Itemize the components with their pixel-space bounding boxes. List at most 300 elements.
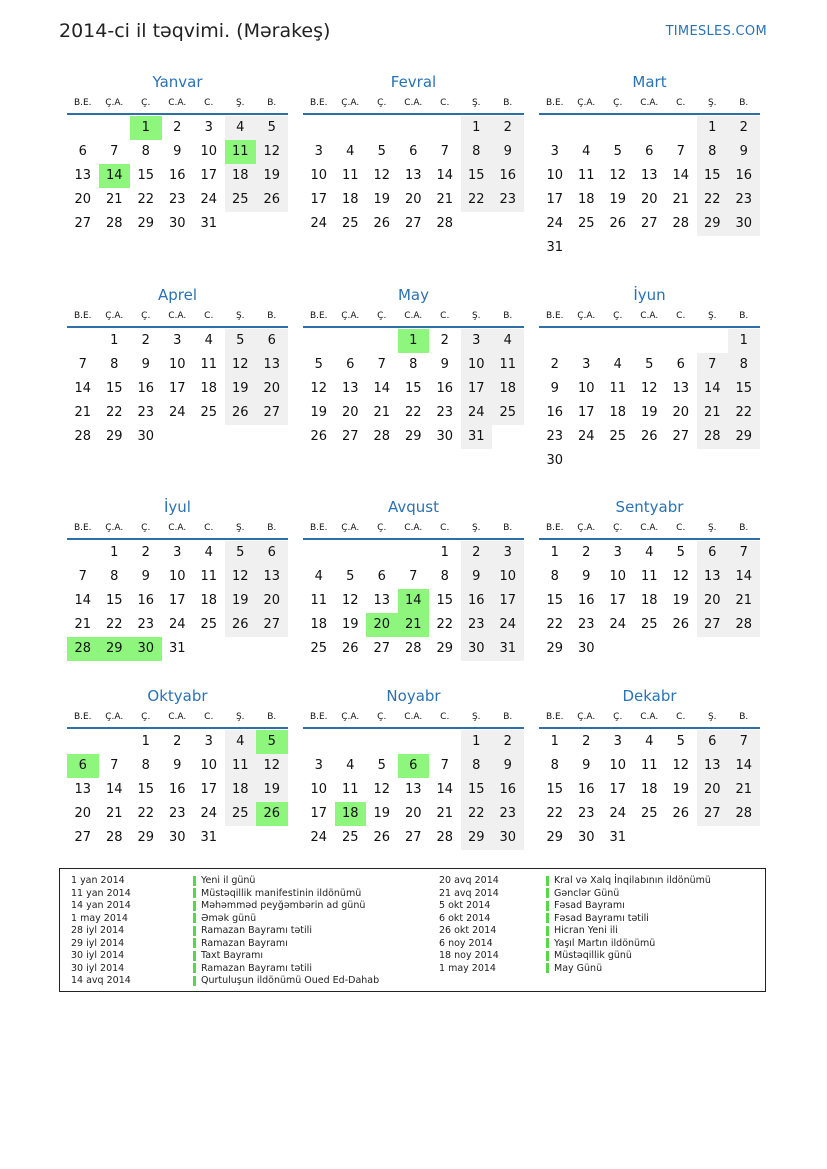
- day-cell: 17: [168, 593, 186, 608]
- legend-row: [71, 925, 379, 938]
- day-cell: 17: [461, 377, 493, 401]
- day-cell: 20: [74, 192, 92, 207]
- day-cell: 27: [74, 830, 92, 845]
- day-cell: 21: [373, 405, 391, 420]
- day-cell: 17: [168, 381, 186, 396]
- day-cell: 20: [404, 192, 422, 207]
- day-cell: 15: [137, 168, 155, 183]
- day-cell: 27: [341, 429, 359, 444]
- day-cell: 5: [645, 357, 654, 372]
- day-cell: 16: [728, 164, 760, 188]
- weekday-label: Ş.: [471, 712, 481, 722]
- day-cell: 21: [74, 405, 92, 420]
- day-cell: 20: [697, 778, 729, 802]
- day-cell: 1: [461, 730, 493, 754]
- day-cell: 22: [461, 188, 493, 212]
- day-cell: 10: [577, 381, 595, 396]
- day-cell: 8: [110, 569, 119, 584]
- day-cell: 10: [461, 353, 493, 377]
- day-cell: 13: [404, 168, 422, 183]
- day-cell: 13: [341, 381, 359, 396]
- day-cell: 28: [728, 613, 760, 637]
- day-cell: 12: [341, 593, 359, 608]
- page-title: 2014-ci il təqvimi. (Mərakeş): [59, 20, 331, 42]
- holiday-day-cell: 5: [256, 730, 288, 754]
- weekday-label: C.A.: [640, 98, 659, 108]
- day-cell: 25: [577, 216, 595, 231]
- day-cell: 18: [640, 782, 658, 797]
- weekday-label: C.: [204, 523, 214, 533]
- day-cell: 25: [640, 617, 658, 632]
- day-cell: 18: [200, 381, 218, 396]
- holiday-marker-icon: [546, 926, 549, 936]
- weekday-label: Ş.: [707, 98, 717, 108]
- weekday-label: Ç.A.: [105, 98, 124, 108]
- weekday-label: C.: [676, 523, 686, 533]
- day-grid: [303, 541, 524, 661]
- weekday-label: C.: [204, 712, 214, 722]
- day-cell: 27: [697, 613, 729, 637]
- holiday-marker-icon: [546, 951, 549, 961]
- day-cell: 1: [550, 734, 559, 749]
- day-cell: 13: [697, 754, 729, 778]
- weekday-label: B.E.: [545, 98, 564, 108]
- day-cell: 2: [492, 116, 524, 140]
- day-cell: 12: [609, 168, 627, 183]
- weekday-header: [539, 707, 760, 729]
- day-cell: 3: [173, 545, 182, 560]
- day-cell: 5: [225, 329, 257, 353]
- month-5: [303, 285, 524, 449]
- weekday-label: C.: [676, 712, 686, 722]
- day-cell: 18: [341, 192, 359, 207]
- day-cell: 26: [225, 613, 257, 637]
- empty-cell: [366, 116, 398, 140]
- weekday-label: B.: [267, 712, 277, 722]
- day-cell: 22: [728, 401, 760, 425]
- day-cell: 4: [225, 116, 257, 140]
- day-cell: 3: [550, 144, 559, 159]
- day-cell: 7: [676, 144, 685, 159]
- day-cell: 29: [105, 429, 123, 444]
- brand-logo[interactable]: TIMESLES.COM: [665, 24, 767, 39]
- holiday-day-cell: 11: [225, 140, 257, 164]
- day-cell: 17: [200, 168, 218, 183]
- day-cell: 29: [436, 641, 454, 656]
- month-12: [539, 686, 760, 850]
- month-name: İyun: [633, 286, 666, 304]
- day-cell: 29: [546, 830, 564, 845]
- day-cell: 10: [200, 758, 218, 773]
- weekday-label: Ç.A.: [577, 712, 596, 722]
- day-cell: 21: [105, 192, 123, 207]
- weekday-label: Ç.: [377, 98, 387, 108]
- day-cell: 16: [137, 381, 155, 396]
- legend-holiday-name: Yeni il günü: [201, 875, 256, 886]
- day-cell: 8: [461, 754, 493, 778]
- empty-cell: [429, 116, 461, 140]
- day-cell: 22: [546, 617, 564, 632]
- empty-cell: [335, 116, 367, 140]
- day-cell: 23: [436, 405, 454, 420]
- day-cell: 1: [110, 545, 119, 560]
- day-cell: 30: [168, 216, 186, 231]
- legend-holiday-name: Taxt Bayramı: [201, 950, 264, 961]
- day-cell: 31: [492, 637, 524, 661]
- day-cell: 6: [346, 357, 355, 372]
- day-cell: 11: [341, 782, 359, 797]
- day-grid: [303, 730, 524, 850]
- day-cell: 4: [645, 545, 654, 560]
- day-cell: 19: [256, 778, 288, 802]
- weekday-label: Ç.: [613, 311, 623, 321]
- weekday-header: [539, 306, 760, 328]
- day-cell: 3: [461, 329, 493, 353]
- day-cell: 9: [173, 758, 182, 773]
- day-cell: 5: [613, 144, 622, 159]
- weekday-label: C.: [440, 523, 450, 533]
- day-cell: 20: [74, 806, 92, 821]
- day-cell: 17: [492, 589, 524, 613]
- weekday-label: C.: [204, 98, 214, 108]
- day-cell: 12: [373, 782, 391, 797]
- day-cell: 13: [373, 593, 391, 608]
- day-cell: 29: [461, 826, 493, 850]
- legend-holiday-name: Əmək günü: [201, 912, 257, 924]
- day-cell: 1: [141, 734, 150, 749]
- day-cell: 13: [672, 381, 690, 396]
- day-cell: 24: [492, 613, 524, 637]
- day-cell: 9: [461, 565, 493, 589]
- month-name: Avqust: [388, 498, 439, 516]
- day-cell: 15: [137, 782, 155, 797]
- weekday-label: B.: [267, 523, 277, 533]
- day-cell: 6: [697, 541, 729, 565]
- day-cell: 30: [492, 826, 524, 850]
- day-cell: 1: [697, 116, 729, 140]
- day-cell: 3: [613, 734, 622, 749]
- legend-row: [71, 900, 379, 913]
- day-cell: 24: [168, 617, 186, 632]
- day-cell: 8: [461, 140, 493, 164]
- legend-column-right: [439, 875, 711, 975]
- weekday-label: B.E.: [545, 311, 564, 321]
- day-cell: 23: [728, 188, 760, 212]
- month-name: Dekabr: [622, 687, 677, 705]
- day-cell: 2: [582, 734, 591, 749]
- day-cell: 2: [728, 116, 760, 140]
- day-cell: 21: [697, 401, 729, 425]
- day-cell: 15: [697, 164, 729, 188]
- weekday-label: C.A.: [168, 98, 187, 108]
- day-cell: 11: [200, 357, 218, 372]
- day-cell: 10: [168, 569, 186, 584]
- day-cell: 1: [110, 333, 119, 348]
- legend-row: [71, 963, 379, 976]
- weekday-label: B.: [739, 523, 749, 533]
- day-cell: 11: [200, 569, 218, 584]
- holiday-day-cell: 30: [130, 637, 162, 661]
- day-cell: 9: [173, 144, 182, 159]
- day-cell: 4: [204, 545, 213, 560]
- month-name: Fevral: [390, 73, 437, 91]
- day-cell: 1: [440, 545, 449, 560]
- legend-date: 30 iyl 2014: [71, 962, 125, 974]
- month-6: [539, 285, 760, 473]
- weekday-label: B.: [503, 523, 513, 533]
- day-cell: 7: [78, 357, 87, 372]
- day-cell: 15: [404, 381, 422, 396]
- day-cell: 29: [697, 212, 729, 236]
- holiday-marker-icon: [193, 926, 196, 936]
- day-cell: 28: [373, 429, 391, 444]
- month-9: [539, 497, 760, 661]
- day-cell: 29: [137, 830, 155, 845]
- weekday-label: Ç.A.: [577, 311, 596, 321]
- day-cell: 9: [440, 357, 449, 372]
- day-cell: 26: [672, 806, 690, 821]
- day-cell: 4: [314, 569, 323, 584]
- weekday-label: Ş.: [707, 311, 717, 321]
- day-cell: 6: [78, 144, 87, 159]
- day-cell: 25: [640, 806, 658, 821]
- day-cell: 8: [409, 357, 418, 372]
- day-cell: 15: [728, 377, 760, 401]
- weekday-label: C.: [676, 311, 686, 321]
- holiday-day-cell: 14: [398, 589, 430, 613]
- day-cell: 6: [256, 541, 288, 565]
- day-cell: 20: [697, 589, 729, 613]
- day-cell: 23: [168, 192, 186, 207]
- day-cell: 28: [74, 429, 92, 444]
- day-cell: 6: [256, 329, 288, 353]
- day-cell: 15: [461, 778, 493, 802]
- legend-row: [71, 875, 379, 888]
- empty-cell: [398, 541, 430, 565]
- holiday-legend: [59, 868, 766, 992]
- legend-holiday-name: Kral və Xalq İnqilabının ildönümü: [554, 875, 711, 886]
- legend-date: 6 noy 2014: [439, 937, 493, 949]
- weekday-label: B.: [267, 311, 277, 321]
- weekday-label: Ç.: [141, 523, 151, 533]
- month-4: [67, 285, 288, 449]
- day-cell: 31: [609, 830, 627, 845]
- day-cell: 13: [256, 353, 288, 377]
- weekday-label: Ç.A.: [577, 523, 596, 533]
- day-cell: 26: [341, 641, 359, 656]
- day-cell: 31: [546, 240, 564, 255]
- day-cell: 21: [672, 192, 690, 207]
- month-11: [303, 686, 524, 850]
- day-cell: 15: [105, 593, 123, 608]
- holiday-marker-icon: [546, 913, 549, 923]
- weekday-label: Ç.A.: [105, 523, 124, 533]
- day-cell: 8: [697, 140, 729, 164]
- weekday-label: Ç.A.: [341, 98, 360, 108]
- day-cell: 13: [404, 782, 422, 797]
- day-cell: 11: [492, 353, 524, 377]
- holiday-day-cell: 6: [398, 754, 430, 778]
- weekday-label: B.: [503, 712, 513, 722]
- day-cell: 7: [409, 569, 418, 584]
- day-cell: 3: [492, 541, 524, 565]
- day-cell: 12: [256, 754, 288, 778]
- legend-row: [71, 888, 379, 901]
- day-cell: 19: [341, 617, 359, 632]
- day-cell: 4: [582, 144, 591, 159]
- day-grid: [539, 116, 760, 260]
- day-cell: 13: [74, 782, 92, 797]
- day-cell: 18: [225, 164, 257, 188]
- day-cell: 24: [577, 429, 595, 444]
- day-cell: 9: [728, 140, 760, 164]
- day-cell: 6: [697, 730, 729, 754]
- day-grid: [539, 730, 760, 850]
- day-cell: 16: [436, 381, 454, 396]
- day-cell: 17: [577, 405, 595, 420]
- day-cell: 29: [137, 216, 155, 231]
- day-cell: 8: [550, 758, 559, 773]
- month-name: Oktyabr: [147, 687, 208, 705]
- day-cell: 10: [546, 168, 564, 183]
- day-cell: 25: [310, 641, 328, 656]
- day-cell: 12: [225, 565, 257, 589]
- day-cell: 3: [314, 758, 323, 773]
- legend-date: 21 avq 2014: [439, 887, 499, 899]
- day-cell: 23: [492, 802, 524, 826]
- day-cell: 6: [409, 144, 418, 159]
- day-cell: 14: [436, 168, 454, 183]
- weekday-label: Ç.: [141, 98, 151, 108]
- day-cell: 20: [256, 589, 288, 613]
- weekday-label: C.A.: [404, 98, 423, 108]
- empty-cell: [67, 730, 99, 754]
- weekday-label: C.: [204, 311, 214, 321]
- empty-cell: [335, 730, 367, 754]
- legend-holiday-name: Müstəqillik günü: [554, 950, 632, 961]
- weekday-header: [303, 518, 524, 540]
- day-cell: 11: [609, 381, 627, 396]
- holiday-marker-icon: [193, 951, 196, 961]
- weekday-label: C.: [440, 311, 450, 321]
- day-cell: 25: [225, 802, 257, 826]
- weekday-label: B.E.: [73, 523, 92, 533]
- day-cell: 30: [546, 453, 564, 468]
- day-cell: 13: [697, 565, 729, 589]
- day-cell: 20: [672, 405, 690, 420]
- weekday-label: Ç.: [141, 311, 151, 321]
- day-cell: 28: [436, 830, 454, 845]
- legend-date: 14 avq 2014: [71, 975, 131, 986]
- day-cell: 16: [137, 593, 155, 608]
- day-cell: 25: [609, 429, 627, 444]
- day-cell: 14: [105, 782, 123, 797]
- day-cell: 5: [377, 144, 386, 159]
- day-cell: 27: [697, 802, 729, 826]
- day-cell: 27: [404, 830, 422, 845]
- day-cell: 21: [105, 806, 123, 821]
- day-cell: 30: [577, 830, 595, 845]
- day-cell: 26: [672, 617, 690, 632]
- day-cell: 9: [141, 357, 150, 372]
- holiday-day-cell: 1: [398, 329, 430, 353]
- weekday-header: [67, 306, 288, 328]
- day-cell: 30: [137, 429, 155, 444]
- day-grid: [67, 541, 288, 661]
- day-cell: 25: [341, 216, 359, 231]
- weekday-header: [539, 518, 760, 540]
- day-cell: 9: [582, 758, 591, 773]
- day-cell: 20: [341, 405, 359, 420]
- day-grid: [67, 116, 288, 236]
- day-cell: 12: [256, 140, 288, 164]
- day-cell: 31: [200, 216, 218, 231]
- weekday-label: Ç.A.: [577, 98, 596, 108]
- day-cell: 1: [550, 545, 559, 560]
- empty-cell: [665, 116, 697, 140]
- legend-date: 6 okt 2014: [439, 912, 491, 924]
- legend-date: 28 iyl 2014: [71, 925, 125, 936]
- legend-row: [71, 913, 379, 926]
- day-cell: 19: [640, 405, 658, 420]
- day-cell: 16: [577, 782, 595, 797]
- day-cell: 8: [440, 569, 449, 584]
- day-cell: 25: [200, 405, 218, 420]
- day-cell: 24: [310, 216, 328, 231]
- day-cell: 12: [672, 758, 690, 773]
- day-cell: 26: [225, 401, 257, 425]
- empty-cell: [429, 730, 461, 754]
- month-name: İyul: [164, 498, 191, 516]
- day-cell: 22: [436, 617, 454, 632]
- day-cell: 7: [440, 758, 449, 773]
- day-cell: 27: [256, 613, 288, 637]
- weekday-header: [303, 93, 524, 115]
- day-cell: 17: [609, 593, 627, 608]
- holiday-marker-icon: [193, 913, 196, 923]
- legend-date: 11 yan 2014: [71, 887, 131, 899]
- day-cell: 11: [341, 168, 359, 183]
- day-cell: 30: [168, 830, 186, 845]
- day-cell: 21: [728, 589, 760, 613]
- holiday-marker-icon: [193, 963, 196, 973]
- weekday-label: C.A.: [640, 523, 659, 533]
- weekday-label: B.E.: [309, 712, 328, 722]
- legend-date: 26 okt 2014: [439, 925, 497, 936]
- day-cell: 22: [137, 806, 155, 821]
- day-cell: 3: [173, 333, 182, 348]
- empty-cell: [398, 730, 430, 754]
- holiday-day-cell: 26: [256, 802, 288, 826]
- empty-cell: [697, 329, 729, 353]
- weekday-label: B.: [739, 311, 749, 321]
- weekday-label: Ş.: [471, 523, 481, 533]
- day-cell: 26: [373, 830, 391, 845]
- month-name: Yanvar: [152, 73, 203, 91]
- day-cell: 19: [672, 782, 690, 797]
- weekday-label: B.E.: [73, 311, 92, 321]
- holiday-marker-icon: [546, 876, 549, 886]
- empty-cell: [67, 116, 99, 140]
- month-name: Aprel: [157, 286, 198, 304]
- month-1: [67, 72, 288, 236]
- day-cell: 16: [461, 589, 493, 613]
- month-2: [303, 72, 524, 236]
- day-cell: 20: [256, 377, 288, 401]
- day-cell: 7: [78, 569, 87, 584]
- day-cell: 18: [492, 377, 524, 401]
- day-cell: 28: [404, 641, 422, 656]
